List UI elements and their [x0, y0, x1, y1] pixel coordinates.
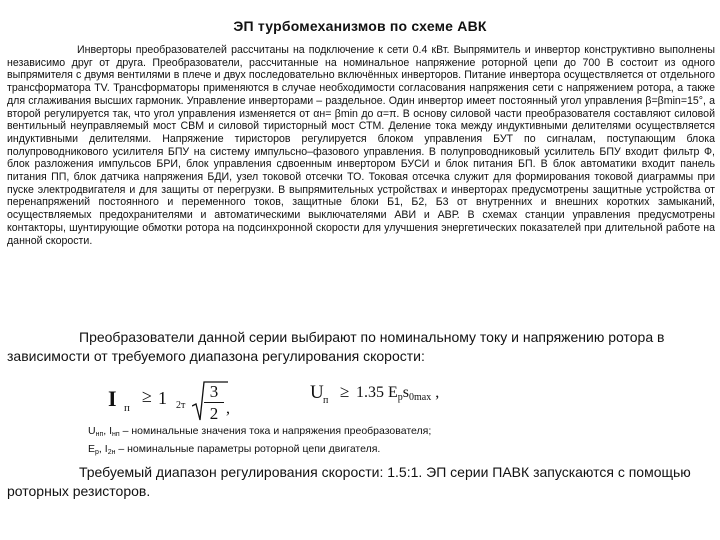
formula-2-tail: , [431, 384, 440, 401]
fraction-numerator: 3 [209, 382, 219, 401]
formula-legend [88, 424, 688, 460]
voltage-formula [310, 380, 460, 410]
formula-2-coefficient: 1.35 E [356, 384, 398, 401]
legend-symbol-i: , I [103, 425, 113, 437]
formula-2-slip: s [402, 384, 410, 401]
legend-line-rotor [88, 442, 688, 460]
selection-paragraph: Преобразователи данной серии выбирают по номинальному току и напряжению ротора в зависимости от требуемого диапазона регулирования скорости: [7, 329, 665, 364]
formula-1-lhs-subscript: п [124, 402, 130, 414]
formula-2-lhs: U [310, 382, 324, 403]
legend-symbol-u: U [88, 425, 96, 437]
formula-2-rhs [356, 384, 439, 403]
legend-symbol-i2-sub: 2н [107, 449, 116, 456]
legend-symbol-e: E [88, 443, 96, 455]
formula-1-tail: , [226, 400, 230, 417]
formula-1-fraction [204, 382, 224, 423]
formula-1-coefficient: 1 [158, 388, 167, 408]
legend-text-rotor: – номинальные параметры роторной цепи двигателя. [115, 443, 381, 455]
fraction-denominator: 2 [209, 404, 219, 423]
fraction-bar [204, 402, 224, 403]
legend-line-converter [88, 424, 688, 442]
page-title: ЭП турбомеханизмов по схеме АВК [233, 18, 487, 34]
legend-symbol-i2: , I [98, 443, 108, 455]
main-paragraph: Инверторы преобразователей рассчитаны на подключение к сети 0.4 кВт. Выпрямитель и инвертор конструктивно выполнены независимо друг от друга. Преобразователи, рассчитанные на номинальное напряжение роторной цепи до 700 В состоит из одного выпрямителя с двумя вентилями в плече и двух последовательно включённых инверторов. Питание инвертора осуществляется от отдельного трансформатора TV. Транcформаторы применяются в случае необходимости согласования напряжения сети с напряжением ротора, а также для сглаживания высших гармоник. Управление инверторами – раздельное. Один инвертор имеет постоянный угол управления β=βmin=15°, а второй регулируется так, что угол управления изменяется от αн= βmin до α=π. В основу силовой части преобразователя составляют силовой вентильный неуправляемый мост СВМ и силовой тиристорный мост СТМ. Деление тока между индуктивными делителями осуществляется индуктивными делителями. Напряжение тиристоров регулируется блоком управления БУТ по сигналам, поступающим блока полупроводникового усилителя БПУ на систему импульсно–фазового управления. В полупроводниковый усилитель БПУ входит фильтр Ф, блок разложения импульсов БРИ, блок управления сдвоенным инвертором БУСИ и блок питания БП. В блок автоматики входит панель питания ПП, блок датчика напряжения БДИ, узел токовой отсечки ТО. Токовая отсечка служит для формирования токовой диаграммы при пуске электродвигателя и для защиты от перегрузки. В выпрямительных устройствах и инверторах предусмотрены защитные устройства от перенапряжений постоянного и переменного токов, защитные блоки Б1, Б2, Б3 от внутренних и внешних коротких замыканий, осуществляемых предохранителями и автоматическими выключателями АВИ и АВР. В схемах станции управления предусмотрены контакторы, шунтирующие обмотки ротора на подсинхронной скорости для улучшения энергетических показателей при длительной работе на данной скорости. [7, 44, 715, 247]
formula-2-relation: ≥ [340, 382, 350, 401]
formula-2-sub-rotor: р [397, 392, 403, 403]
legend-symbol-u-sub: нп [95, 431, 104, 438]
legend-text-converter: – номинальные значения тока и напряжения преобразователя; [119, 425, 432, 437]
formula-2-sub-max: 0max [409, 392, 432, 403]
formula-2-lhs-subscript: п [323, 395, 329, 406]
current-formula [108, 380, 228, 424]
legend-symbol-e-sub: р [95, 449, 99, 456]
legend-symbol-i-sub: нп [112, 431, 120, 438]
formula-1-coefficient-subscript: 2т [176, 400, 186, 411]
formula-1-lhs: I [108, 386, 117, 411]
formula-1-relation: ≥ [142, 386, 152, 406]
speed-range-paragraph: Требуемый диапазон регулирования скорости: 1.5:1. ЭП серии ПАВК запускаются с помощью роторных резисторов. [7, 464, 691, 499]
